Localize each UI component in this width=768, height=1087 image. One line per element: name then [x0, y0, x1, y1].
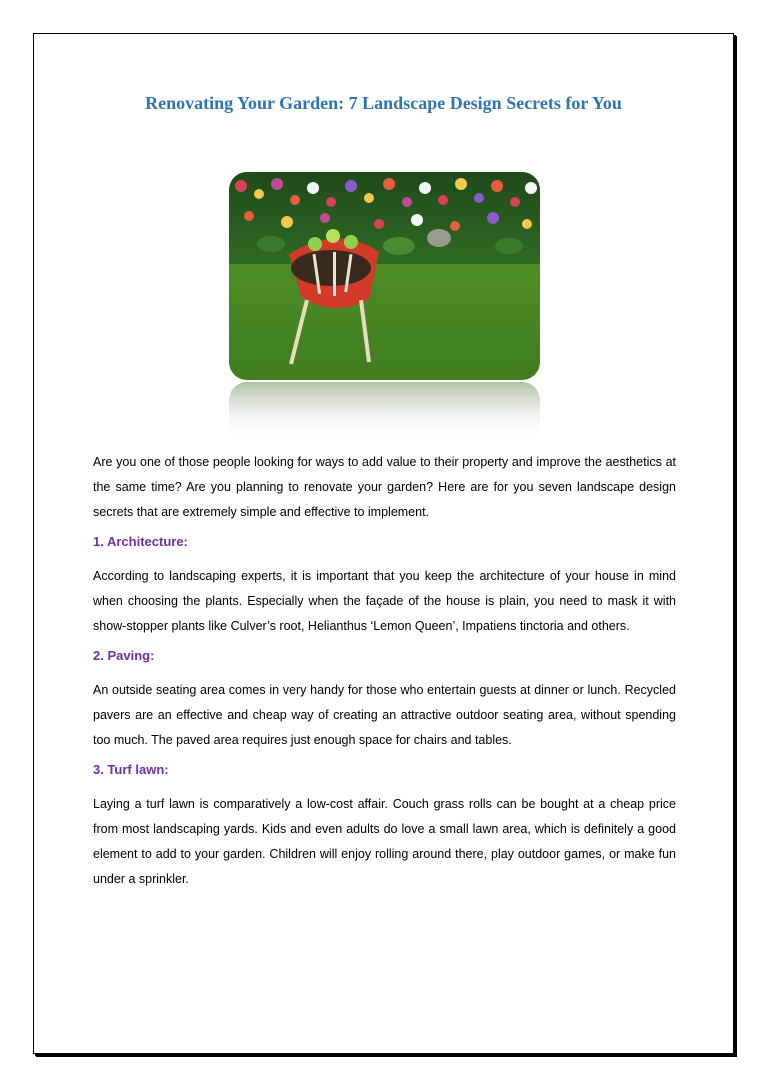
document-body	[93, 450, 676, 892]
section-body-turf-lawn: Laying a turf lawn is comparatively a low-cost affair. Couch grass rolls can be bought at a cheap price from most landscaping yards. Kids and even adults do love a small lawn area, which is definitely a good element to add to your garden. Children will enjoy rolling around there, play outdoor games, or make fun under a sprinkler.	[93, 797, 676, 886]
section-body-paving: An outside seating area comes in very handy for those who entertain guests at dinner or lunch. Recycled pavers are an effective and cheap way of creating an attractive outdoor seating area, without spending too much. The paved area requires just enough space for chairs and tables.	[93, 683, 676, 747]
intro-paragraph: Are you one of those people looking for ways to add value to their property and improve the aesthetics at the same time? Are you planning to renovate your garden? Here are for you seven landscape design secrets that are extremely simple and effective to implement.	[93, 455, 676, 519]
document-title: Renovating Your Garden: 7 Landscape Design Secrets for You	[145, 93, 622, 113]
section-heading-turf-lawn: 3. Turf lawn:	[93, 762, 169, 777]
section-heading-paving: 2. Paving:	[93, 648, 155, 663]
garden-wheelbarrow-photo	[229, 172, 540, 442]
section-body-architecture: According to landscaping experts, it is important that you keep the architecture of your house in mind when choosing the plants. Especially when the façade of the house is plain, you need to mask it with show-stopper plants like Culver’s root, Helianthus ‘Lemon Queen’, Impatiens tinctoria and others.	[93, 569, 676, 633]
section-heading-architecture: 1. Architecture:	[93, 534, 188, 549]
